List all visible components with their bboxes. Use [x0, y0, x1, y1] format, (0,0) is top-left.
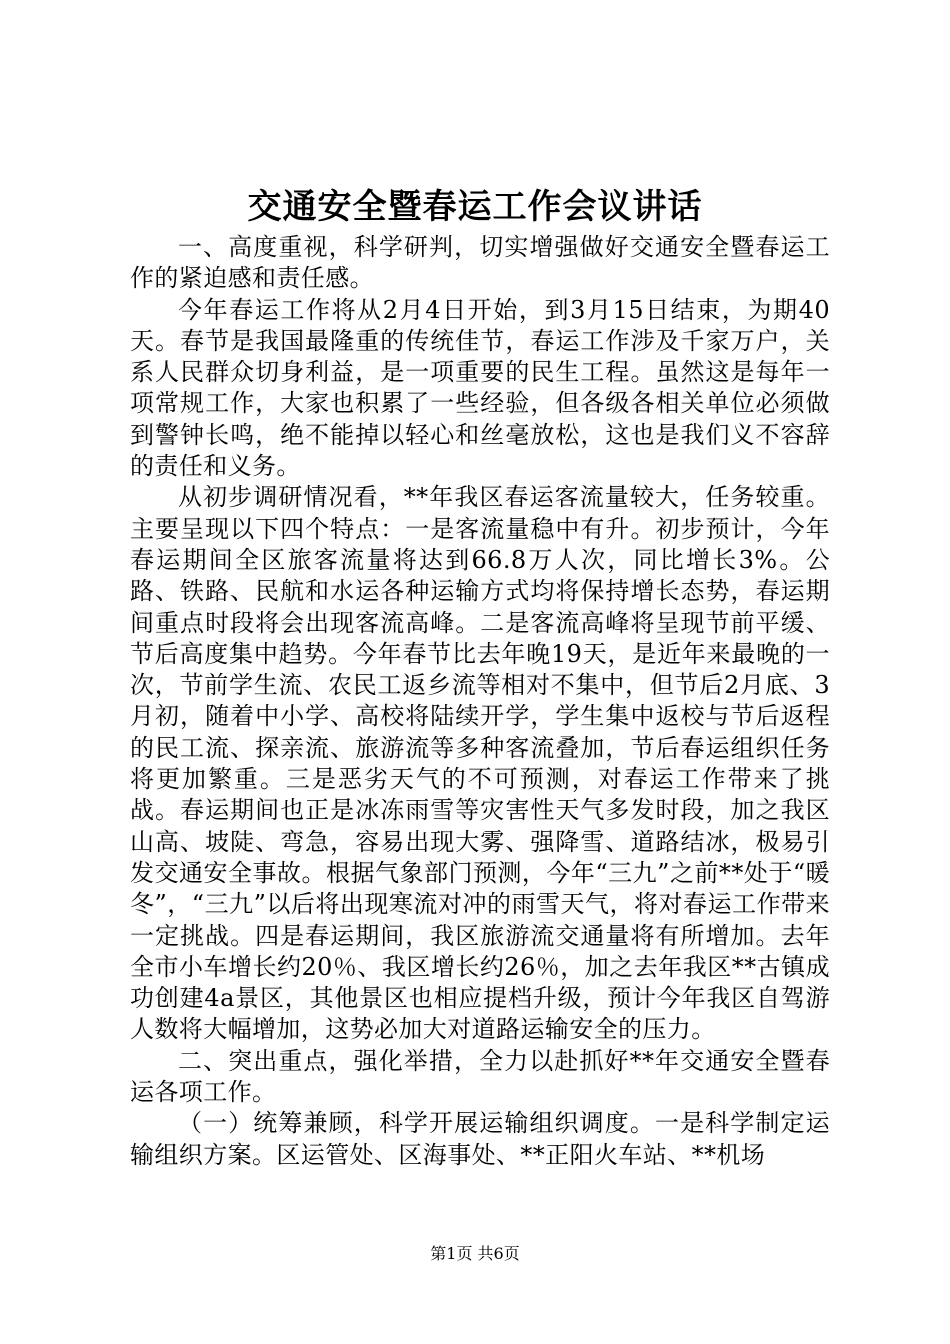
- paragraph-subsection-1: （一）统筹兼顾，科学开展运输组织调度。一是科学制定运输组织方案。区运管处、区海事处、**正阳火车站、**机场: [130, 1109, 830, 1169]
- paragraph-section-1-heading: 一、高度重视，科学研判，切实增强做好交通安全暨春运工作的紧迫感和责任感。: [130, 233, 830, 293]
- paragraph-four-characteristics: 从初步调研情况看，**年我区春运客流量较大，任务较重。主要呈现以下四个特点：一是客流量稳中有升。初步预计，今年春运期间全区旅客流量将达到66.8万人次，同比增长3%。公路、铁路、民航和水运各种运输方式均将保持增长态势，春运期间重点时段将会出现客流高峰。二是客流高峰将呈现节前平缓、节后高度集中趋势。今年春节比去年晚19天，是近年来最晚的一次，节前学生流、农民工返乡流等相对不集中，但节后2月底、3月初，随着中小学、高校将陆续开学，学生集中返校与节后返程的民工流、探亲流、旅游流等多种客流叠加，节后春运组织任务将更加繁重。三是恶劣天气的不可预测，对春运工作带来了挑战。春运期间也正是冰冻雨雪等灾害性天气多发时段，加之我区山高、坡陡、弯急，容易出现大雾、强降雪、道路结冰，极易引发交通安全事故。根据气象部门预测，今年“三九”之前**处于“暖冬”，“三九”以后将出现寒流对冲的雨雪天气，将对春运工作带来一定挑战。四是春运期间，我区旅游流交通量将有所增加。去年全市小车增长约20％、我区增长约26％，加之去年我区**古镇成功创建4a景区，其他景区也相应提档升级，预计今年我区自驾游人数将大幅增加，这势必加大对道路运输安全的压力。: [130, 483, 830, 1044]
- document-title: 交通安全暨春运工作会议讲话: [247, 187, 703, 227]
- document-body: [130, 232, 830, 1171]
- page-number-footer: 第1页 共6页: [430, 1244, 520, 1263]
- paragraph-section-2-heading: 二、突出重点，强化举措，全力以赴抓好**年交通安全暨春运各项工作。: [130, 1046, 830, 1107]
- paragraph-spring-travel-period: 今年春运工作将从2月4日开始，到3月15日结束，为期40天。春节是我国最隆重的传统佳节，春运工作涉及千家万户，关系人民群众切身利益，是一项重要的民生工程。虽然这是每年一项常规工作，大家也积累了一些经验，但各级各相关单位必须做到警钟长鸣，绝不能掉以轻心和丝毫放松，这也是我们义不容辞的责任和义务。: [130, 295, 830, 481]
